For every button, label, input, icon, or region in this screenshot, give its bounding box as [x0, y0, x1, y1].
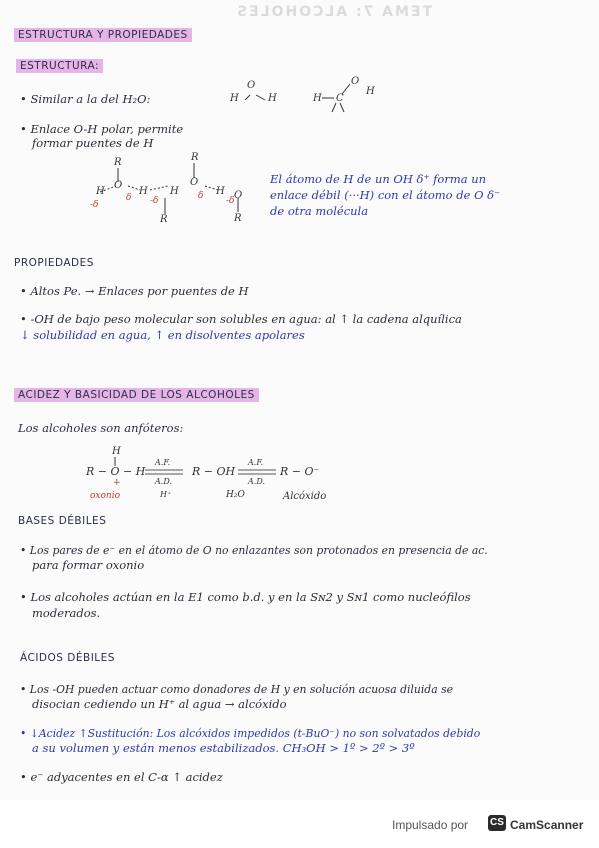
note-atomo-3: de otra molécula [270, 204, 369, 218]
eq-r-o-h: R − O − H [86, 465, 146, 478]
note-oh-1: • -OH de bajo peso molecular son solubles en agua: al ↑ la cadena alquílica [20, 312, 462, 326]
note-altos: • Altos Pe. → Enlaces por puentes de H [20, 284, 249, 298]
ghost-title: TEMA 7: ALCOHOLES [235, 4, 433, 20]
water-h2: H [268, 93, 277, 104]
note-acidos-2: disocian cediendo un H⁺ al agua → alcóxido [32, 697, 287, 711]
section-estructura: ESTRUCTURA: [16, 60, 103, 72]
scanned-page: TEMA 7: ALCOHOLES ESTRUCTURA Y PROPIEDADES ESTRUCTURA: • Similar a la del H₂O: H O H H C O H • Enlace O-H polar, permite formar puentes de H R R H O H H O H O R R -δ δ -δ δ -δ El átomo de H de un OH δ⁺ forma un enlace débil (···H) con el átomo de O δ⁻ de otra molécula PROPIEDADES • Altos Pe. → Enlaces por puentes de H • -OH de bajo peso molecular son solubles en agua: al ↑ la cadena alquílica ↓ solubilidad en agua, ↑ en disolventes apolares ACIDEZ Y BASICIDAD DE LOS ALCOHOLES Los alcoholes son anfóteros: H R − O − H + A.F. A.D. R − OH A.F. A.D. R − O⁻ oxonio H⁺ H₂O Alcóxido BASES DÉBILES • Los pares de e⁻ en el átomo de O no enlazantes son protonados en presencia de ac. para formar oxonio • Los alcoholes actúan en la E1 como b.d. y en la Sɴ2 y Sɴ1 como nucleófilos moderados. ÁCIDOS DÉBILES • Los -OH pueden actuar como donadores de H y en solución acuosa diluida se disocian cediendo un H⁺ al agua → alcóxido • ↓Acidez ↑Sustitución: Los alcóxidos impedidos (t-BuO⁻) no son solvatados debido a su volumen y están menos estabilizados. CH₃OH > 1º > 2º > 3º • e⁻ adyacentes en el C-α ↑ acidez [0, 0, 599, 800]
note-oh-2: ↓ solubilidad en agua, ↑ en disolventes apolares [20, 328, 305, 342]
eq-h2o: H₂O [226, 490, 245, 500]
eq-right: R − O⁻ [280, 465, 320, 478]
meth-h: H [313, 93, 322, 104]
eq-plus: + [113, 478, 121, 488]
eq-alcoxido: Alcóxido [283, 491, 327, 502]
eq-h-top: H [112, 446, 121, 457]
meth-h2: H [366, 86, 375, 97]
camscanner-logo-icon: CS [488, 815, 506, 831]
note-anfoteros: Los alcoholes son anfóteros: [18, 421, 184, 435]
eq-arrow1-top: A.F. [155, 458, 171, 467]
note-enlace-2: formar puentes de H [32, 136, 154, 150]
eq-oxonio: oxonio [90, 491, 121, 501]
note-atomo-1: El átomo de H de un OH δ⁺ forma un [270, 172, 487, 186]
section-acidez: ACIDEZ Y BASICIDAD DE LOS ALCOHOLES [14, 389, 259, 401]
eq-h-plus: H⁺ [160, 490, 172, 499]
note-bases-3: • Los alcoholes actúan en la E1 como b.d. y en la Sɴ2 y Sɴ1 como nucleófilos [20, 590, 471, 604]
note-bases-4: moderados. [32, 606, 101, 620]
note-acidos-5: • e⁻ adyacentes en el C-α ↑ acidez [20, 770, 223, 784]
note-enlace-1: • Enlace O-H polar, permite [20, 122, 184, 136]
note-acidos-4: a su volumen y están menos estabilizados. CH₃OH > 1º > 2º > 3º [32, 741, 415, 755]
water-o: O [247, 80, 256, 91]
note-bases-1: • Los pares de e⁻ en el átomo de O no enlazantes son protonados en presencia de ac. [20, 544, 488, 557]
meth-o: O [351, 76, 360, 87]
water-h1: H [230, 93, 239, 104]
meth-c: C [336, 93, 344, 104]
section-estructura-propiedades: ESTRUCTURA Y PROPIEDADES [14, 29, 192, 41]
eq-mid: R − OH [192, 465, 236, 478]
eq-arrow2-top: A.F. [248, 458, 264, 467]
section-bases: BASES DÉBILES [18, 515, 107, 527]
camscanner-brand: CamScanner [510, 818, 584, 832]
note-bases-2: para formar oxonio [32, 558, 145, 572]
note-acidos-1: • Los -OH pueden actuar como donadores de H y en solución acuosa diluida se [20, 683, 453, 696]
footer-powered-by: Impulsado por [392, 818, 469, 832]
note-atomo-2: enlace débil (···H) con el átomo de O δ⁻ [270, 188, 501, 202]
section-propiedades: PROPIEDADES [14, 257, 94, 269]
eq-arrow1-bot: A.D. [155, 477, 172, 486]
section-acidos: ÁCIDOS DÉBILES [20, 652, 115, 664]
note-similar: • Similar a la del H₂O: [20, 92, 151, 106]
note-acidos-3: • ↓Acidez ↑Sustitución: Los alcóxidos impedidos (t-BuO⁻) no son solvatados debido [20, 727, 481, 740]
eq-arrow2-bot: A.D. [248, 477, 265, 486]
